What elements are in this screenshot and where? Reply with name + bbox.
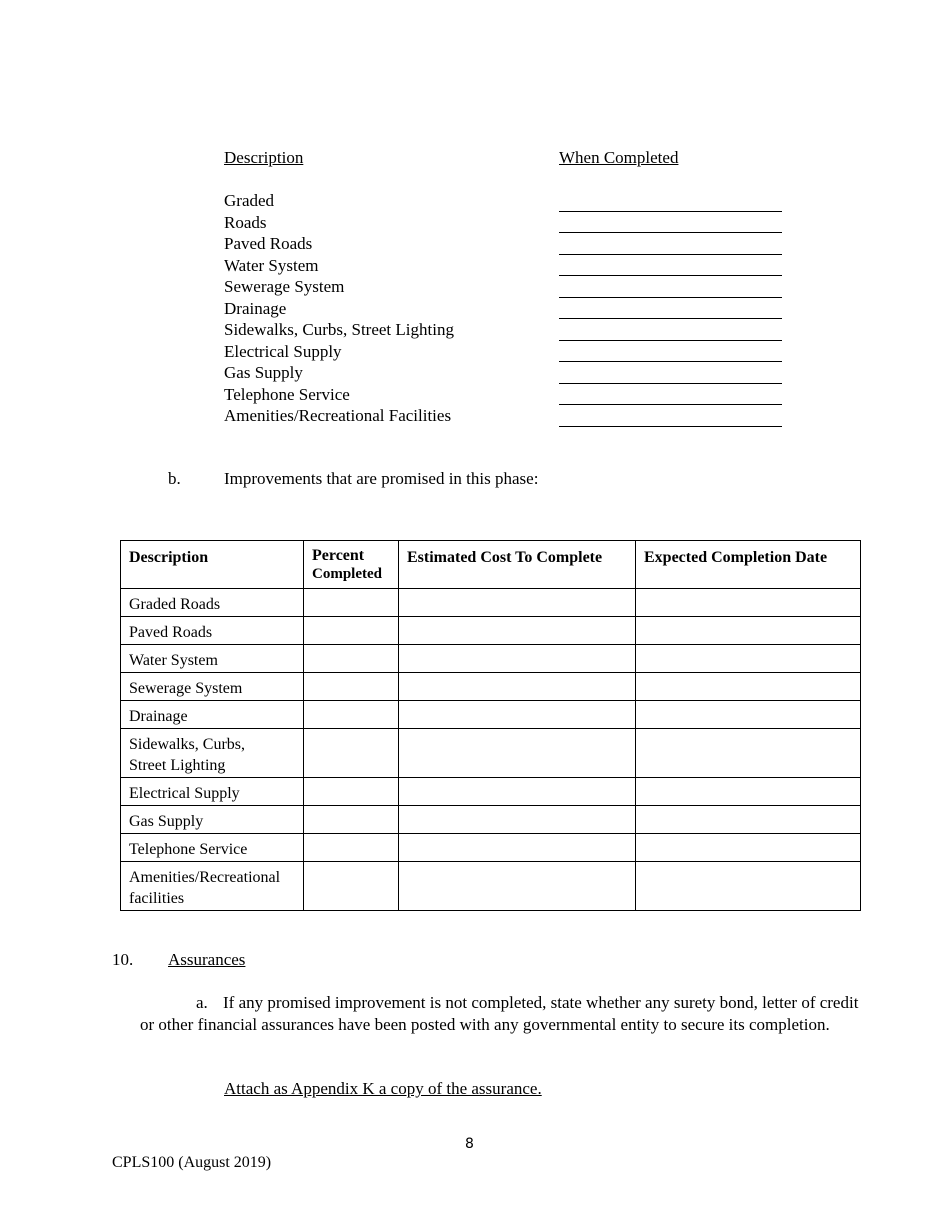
cost-cell[interactable] (399, 862, 636, 911)
percent-cell[interactable] (304, 834, 399, 862)
list-item: Roads (224, 212, 267, 232)
table-header-row (121, 541, 861, 589)
date-cell[interactable] (636, 673, 861, 701)
cost-cell[interactable] (399, 673, 636, 701)
blank-line[interactable] (559, 233, 782, 255)
table-row (121, 729, 861, 778)
list-item: Amenities/Recreational Facilities (224, 406, 452, 425)
list-item: Electrical Supply (224, 341, 342, 361)
table-row (121, 673, 861, 701)
blank-line[interactable] (559, 212, 782, 234)
row-description-line: Drainage (129, 708, 188, 725)
row-description-line: Gas Supply (129, 813, 204, 830)
list-item: Sidewalks, Curbs, Street Lighting (224, 320, 454, 339)
description-header: Description (224, 148, 304, 167)
table-row (121, 645, 861, 673)
list-item: Water System (224, 255, 319, 275)
date-cell[interactable] (636, 701, 861, 729)
date-cell[interactable] (636, 806, 861, 834)
table-row (121, 617, 861, 645)
percent-line2: Completed (312, 566, 382, 582)
when-completed-blanks (559, 190, 782, 427)
col-header-percent (304, 541, 399, 589)
blank-line[interactable] (559, 190, 782, 212)
row-description-line: facilities (129, 890, 185, 907)
part-b-marker: b. (168, 469, 181, 488)
cost-cell[interactable] (399, 834, 636, 862)
cost-cell[interactable] (399, 806, 636, 834)
percent-cell[interactable] (304, 645, 399, 673)
table-body (121, 589, 861, 911)
cost-cell[interactable] (399, 778, 636, 806)
para-text: If any promised improvement is not completed, state whether any surety bond, letter of credit or other financial assurances have been posted with any governmental entity to secure its completion. (140, 993, 859, 1034)
page-number: 8 (465, 1136, 474, 1152)
row-description (121, 862, 304, 911)
row-description (121, 645, 304, 673)
percent-cell[interactable] (304, 862, 399, 911)
row-description (121, 778, 304, 806)
date-cell[interactable] (636, 645, 861, 673)
section-number: 10. (112, 950, 134, 969)
blank-line[interactable] (559, 298, 782, 320)
percent-line1: Percent (312, 547, 365, 564)
date-cell[interactable] (636, 862, 861, 911)
blank-line[interactable] (559, 384, 782, 406)
row-description (121, 617, 304, 645)
row-description-line: Graded Roads (129, 596, 221, 613)
row-description-line: Telephone Service (129, 841, 248, 858)
percent-cell[interactable] (304, 589, 399, 617)
row-description (121, 673, 304, 701)
row-description (121, 701, 304, 729)
assurance-paragraph (140, 992, 860, 1036)
row-description-line: Sidewalks, Curbs, (129, 736, 245, 753)
improvements-table (120, 540, 861, 911)
date-cell[interactable] (636, 589, 861, 617)
cost-cell[interactable] (399, 701, 636, 729)
date-cell[interactable] (636, 778, 861, 806)
col-header-date: Expected Completion Date (636, 541, 861, 589)
footer-form-id: CPLS100 (August 2019) (112, 1154, 272, 1171)
table-row (121, 834, 861, 862)
percent-cell[interactable] (304, 729, 399, 778)
list-item: Gas Supply (224, 363, 303, 382)
table-row (121, 862, 861, 911)
row-description-line: Electrical Supply (129, 785, 240, 802)
list-item: Paved Roads (224, 234, 313, 253)
cost-cell[interactable] (399, 589, 636, 617)
table-row (121, 701, 861, 729)
when-completed-header: When Completed (559, 148, 679, 167)
row-description-line: Water System (129, 652, 218, 669)
percent-cell[interactable] (304, 673, 399, 701)
blank-line[interactable] (559, 341, 782, 363)
percent-cell[interactable] (304, 778, 399, 806)
percent-cell[interactable] (304, 617, 399, 645)
improvement-list (224, 190, 454, 427)
col-header-cost: Estimated Cost To Complete (399, 541, 636, 589)
col-header-description: Description (121, 541, 304, 589)
blank-line[interactable] (559, 362, 782, 384)
blank-line[interactable] (559, 255, 782, 277)
list-item: Sewerage System (224, 277, 345, 296)
list-item: Telephone Service (224, 384, 350, 404)
row-description-line: Street Lighting (129, 757, 226, 774)
list-item: Drainage (224, 298, 287, 318)
table-row (121, 589, 861, 617)
row-description (121, 834, 304, 862)
date-cell[interactable] (636, 834, 861, 862)
cost-cell[interactable] (399, 729, 636, 778)
row-description (121, 806, 304, 834)
blank-line[interactable] (559, 319, 782, 341)
table-row (121, 778, 861, 806)
attach-instruction: Attach as Appendix K a copy of the assurance. (224, 1079, 542, 1098)
part-b-text: Improvements that are promised in this phase: (224, 469, 539, 488)
percent-cell[interactable] (304, 806, 399, 834)
row-description-line: Sewerage System (129, 680, 243, 697)
blank-line[interactable] (559, 405, 782, 427)
percent-cell[interactable] (304, 701, 399, 729)
date-cell[interactable] (636, 617, 861, 645)
blank-line[interactable] (559, 276, 782, 298)
table-row (121, 806, 861, 834)
row-description (121, 589, 304, 617)
cost-cell[interactable] (399, 645, 636, 673)
date-cell[interactable] (636, 729, 861, 778)
section-title: Assurances (168, 950, 246, 969)
para-marker: a. (196, 993, 208, 1012)
row-description-line: Amenities/Recreational (129, 869, 281, 886)
row-description (121, 729, 304, 778)
cost-cell[interactable] (399, 617, 636, 645)
list-item: Graded (224, 191, 275, 210)
row-description-line: Paved Roads (129, 624, 213, 641)
